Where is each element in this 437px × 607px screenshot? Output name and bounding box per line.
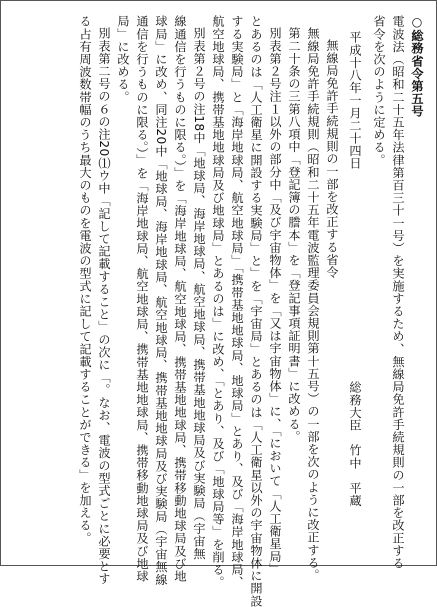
body-line: 局」に改める。 bbox=[116, 15, 130, 104]
preamble-line-1: 電波法（昭和二十五年法律第百三十一号）を実施するため、無線局免許手続規則の一部を改正する bbox=[391, 15, 405, 570]
enactment-date: 平成十八年一月二十四日 bbox=[348, 31, 362, 170]
body-line: 球局」に改め、同注20中「地球局、海岸地球局、航空地球局、携帯基地地球局及び実験局（宇宙無線 bbox=[154, 15, 168, 586]
body-line: 通信を行うものに限る。）」を「海岸地球局、航空地球局、携帯基地地球局、携帯移動地球局及び地球 bbox=[135, 15, 149, 583]
preamble-line-2: 省令を次のように定める。 bbox=[372, 15, 386, 167]
body-line: る占有周波数帯幅のうち最大のものを電波の型式に記して記載することができる」を加える。 bbox=[78, 15, 92, 545]
body-line: する実験局」と「海岸地球局、航空地球局」「携帯基地地球局、地球局」とあり、及び「海岸地球局、 bbox=[230, 15, 244, 589]
body-line: 航空地球局、携帯基地地球局及び地球局」とあるのは」に改め、「とあり、及び「地球局等」を削る。 bbox=[211, 15, 225, 589]
ordinance-title: 無線局免許手続規則の一部を改正する省令 bbox=[325, 39, 339, 279]
body-line: 線通信を行うものに限る。）」を「海岸地球局、航空地球局、携帯基地地球局、携帯移動地球局及び地 bbox=[173, 15, 187, 583]
minister-signature: 総務大臣 竹中 平蔵 bbox=[348, 381, 362, 507]
body-line: 別表第二号の６の注20⑴ウ中「記して記載すること」の次に「。なお、電波の型式ごとに必要とす bbox=[97, 27, 111, 586]
body-line: 無線局免許手続規則（昭和二十五年電波監理委員会規則第十五号）の一部を次のように改正する。 bbox=[306, 27, 320, 582]
body-line: とあるのは「人工衛星に開設する実験局」と」を「宇宙局」とあるのは「人工衛星以外の宇宙物体に開設 bbox=[249, 15, 263, 607]
ordinance-number-heading: ○総務省令第五号 bbox=[410, 15, 424, 118]
body-line: 第二十条の三第八項中「登記簿の謄本」を「登記事項証明書」に改める。 bbox=[287, 27, 301, 443]
body-line: 別表第２号の注18中「地球局、海岸地球局、航空地球局、携帯基地地球局及び実験局（宇宙無 bbox=[192, 27, 206, 560]
body-line: 別表第２号注１以外の部分中「及び宇宙物体」を「又は宇宙物体」に、「において「人工衛星局」 bbox=[268, 27, 282, 576]
